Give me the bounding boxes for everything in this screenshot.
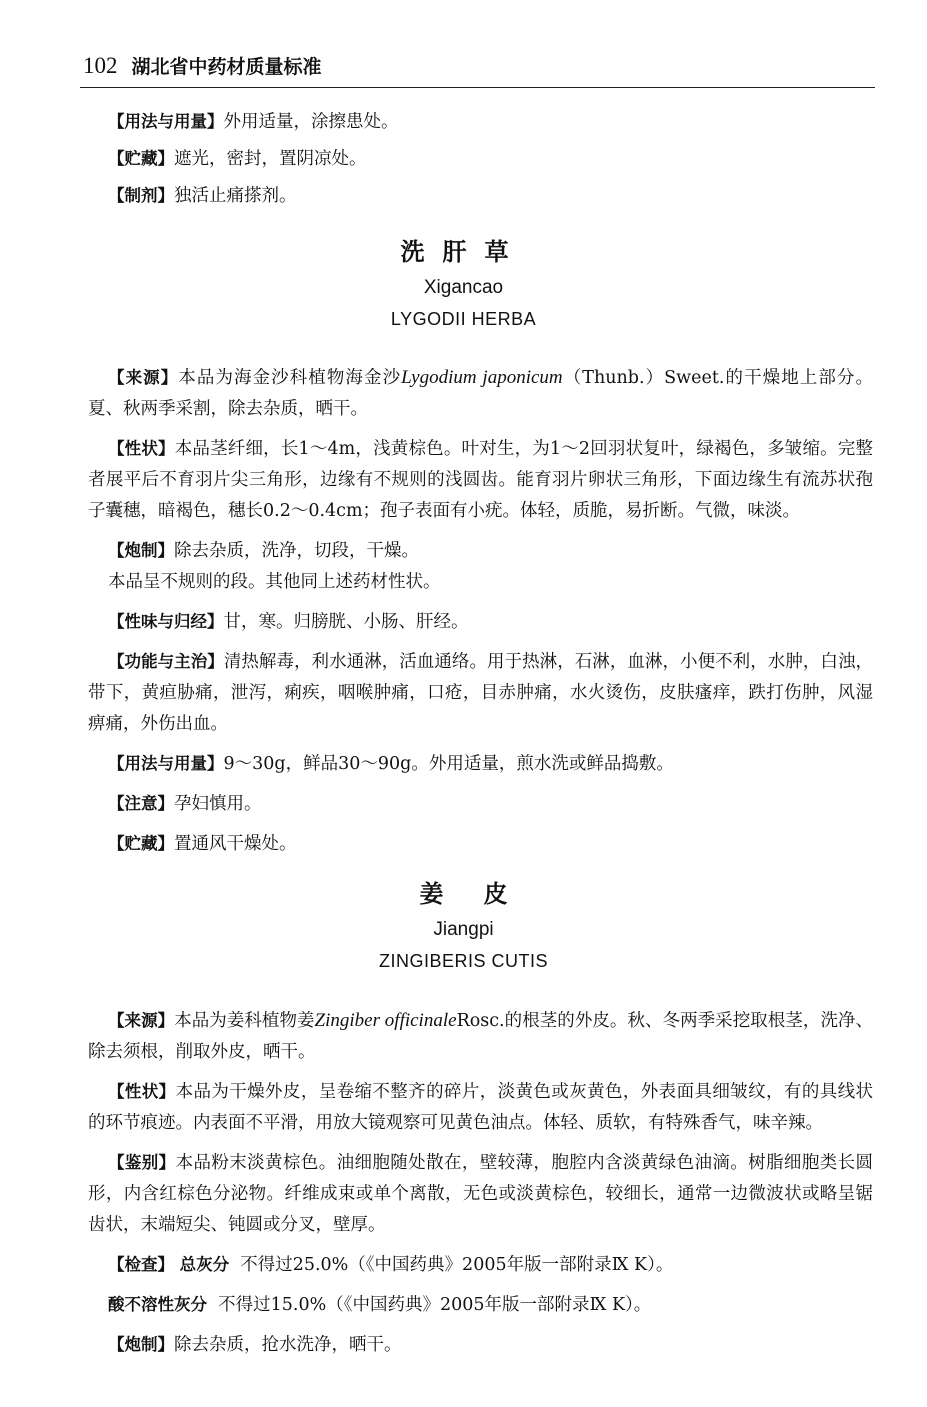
total-ash-text: 不得过25.0%（《中国药典》2005年版一部附录Ⅸ K）。 bbox=[240, 1255, 674, 1275]
usage-text: 外用适量，涂擦患处。 bbox=[223, 112, 399, 132]
identification-paragraph bbox=[88, 1147, 873, 1241]
acid-ash-text: 不得过15.0%（《中国药典》2005年版一部附录Ⅸ K）。 bbox=[218, 1295, 652, 1315]
function-tag: 【功能与主治】 bbox=[108, 652, 224, 671]
source-text-post: （Thunb.）Sweet.的干燥地上部分。夏、秋两季采割，除去杂质，晒干。 bbox=[88, 368, 874, 419]
total-ash-label: 总灰分 bbox=[179, 1255, 230, 1274]
monograph-title-xigancao bbox=[0, 232, 927, 330]
source-paragraph bbox=[88, 1005, 873, 1068]
usage-paragraph bbox=[88, 748, 873, 780]
processing-paragraph bbox=[88, 535, 873, 567]
storage-tag: 【贮藏】 bbox=[108, 834, 174, 853]
acid-ash-paragraph bbox=[88, 1289, 873, 1321]
character-text: 本品为干燥外皮，呈卷缩不整齐的碎片，淡黄色或灰黄色，外表面具细皱纹，有的具线状的环节痕迹。内表面不平滑，用放大镜观察可见黄色油点。体轻、质软，有特殊香气，味辛辣。 bbox=[88, 1082, 874, 1133]
latin-name: LYGODII HERBA bbox=[390, 309, 537, 329]
source-paragraph bbox=[88, 362, 873, 425]
storage-text: 遮光，密封，置阴凉处。 bbox=[174, 149, 367, 169]
storage-paragraph bbox=[88, 828, 873, 860]
header-rule bbox=[80, 87, 875, 88]
identification-text: 本品粉末淡黄棕色。油细胞随处散在，壁较薄，胞腔内含淡黄绿色油滴。树脂细胞类长圆形，内含红棕色分泌物。纤维成束或单个离散，无色或淡黄棕色，较细长，通常一边微波状或略呈锯齿状，末端短尖、钝圆或分叉，壁厚。 bbox=[88, 1153, 874, 1235]
processing-paragraph bbox=[88, 1329, 873, 1361]
character-text: 本品茎纤细，长1～4m，浅黄棕色。叶对生，为1～2回羽状复叶，绿褐色，多皱缩。完整者展平后不育羽片尖三角形，边缘有不规则的浅圆齿。能育羽片卵状三角形，下面边缘生有流苏状孢子囊穗，暗褐色，穗长0.2～0.4cm；孢子表面有小疣。体轻，质脆，易折断。气微，味淡。 bbox=[88, 439, 873, 521]
source-tag: 【来源】 bbox=[108, 1011, 175, 1030]
processing-text: 除去杂质，洗净，切段，干燥。 bbox=[174, 541, 419, 561]
usage-tag: 【用法与用量】 bbox=[108, 754, 224, 773]
character-tag: 【性状】 bbox=[108, 439, 175, 458]
character-paragraph bbox=[88, 1076, 873, 1139]
source-text-pre: 本品为姜科植物姜 bbox=[174, 1011, 315, 1031]
usage-text: 9～30g，鲜品30～90g。外用适量，煎水洗或鲜品捣敷。 bbox=[223, 754, 674, 774]
acid-ash-label: 酸不溶性灰分 bbox=[108, 1295, 207, 1314]
processing-text: 除去杂质，抢水洗净，晒干。 bbox=[174, 1335, 402, 1355]
caution-paragraph bbox=[88, 788, 873, 820]
processing-note: 本品呈不规则的段。其他同上述药材性状。 bbox=[108, 572, 441, 592]
species-name: Lygodium japonicum bbox=[401, 367, 563, 388]
species-name: Zingiber officinale bbox=[314, 1010, 457, 1031]
preparation-tag: 【制剂】 bbox=[108, 186, 174, 205]
source-tag: 【来源】 bbox=[108, 368, 179, 387]
character-tag: 【性状】 bbox=[108, 1082, 176, 1101]
inspection-paragraph bbox=[88, 1249, 873, 1281]
previous-entry-tail bbox=[88, 106, 873, 220]
character-paragraph bbox=[88, 433, 873, 527]
pinyin-name: Xigancao bbox=[423, 277, 504, 298]
latin-name: ZINGIBERIS CUTIS bbox=[378, 951, 548, 971]
monograph-title-jiangpi bbox=[0, 874, 927, 972]
page-number: 102 bbox=[83, 53, 118, 78]
monograph-body-jiangpi bbox=[88, 1005, 873, 1369]
identification-tag: 【鉴别】 bbox=[108, 1153, 176, 1172]
storage-tag: 【贮藏】 bbox=[108, 149, 174, 168]
caution-text: 孕妇慎用。 bbox=[174, 794, 262, 814]
pinyin-name: Jiangpi bbox=[433, 919, 494, 940]
storage-text: 置通风干燥处。 bbox=[174, 834, 297, 854]
chinese-name: 洗肝草 bbox=[400, 238, 527, 266]
processing-tag: 【炮制】 bbox=[108, 541, 174, 560]
processing-tag: 【炮制】 bbox=[108, 1335, 174, 1354]
function-text: 清热解毒，利水通淋，活血通络。用于热淋，石淋，血淋，小便不利，水肿，白浊，带下，黄疸胁痛，泄泻，痢疾，咽喉肿痛，口疮，目赤肿痛，水火烫伤，皮肤瘙痒，跌打伤肿，风湿痹痛，外伤出血。 bbox=[88, 652, 873, 734]
caution-tag: 【注意】 bbox=[108, 794, 174, 813]
nature-tag: 【性味与归经】 bbox=[108, 612, 224, 631]
monograph-body-xigancao bbox=[88, 362, 873, 868]
preparation-paragraph bbox=[88, 180, 873, 212]
nature-paragraph bbox=[88, 606, 873, 638]
chinese-name: 姜皮 bbox=[419, 880, 548, 908]
usage-paragraph bbox=[88, 106, 873, 138]
function-paragraph bbox=[88, 646, 873, 740]
source-text-post: Rosc.的根茎的外皮。秋、冬两季采挖取根茎，洗净、除去须根，削取外皮，晒干。 bbox=[88, 1011, 874, 1062]
usage-tag: 【用法与用量】 bbox=[108, 112, 224, 131]
preparation-text: 独活止痛搽剂。 bbox=[174, 186, 297, 206]
storage-paragraph bbox=[88, 143, 873, 175]
running-header bbox=[83, 52, 873, 79]
book-title: 湖北省中药材质量标准 bbox=[131, 56, 322, 78]
nature-text: 甘，寒。归膀胱、小肠、肝经。 bbox=[223, 612, 469, 632]
inspection-tag: 【检查】 bbox=[108, 1255, 174, 1274]
source-text-pre: 本品为海金沙科植物海金沙 bbox=[178, 368, 402, 388]
